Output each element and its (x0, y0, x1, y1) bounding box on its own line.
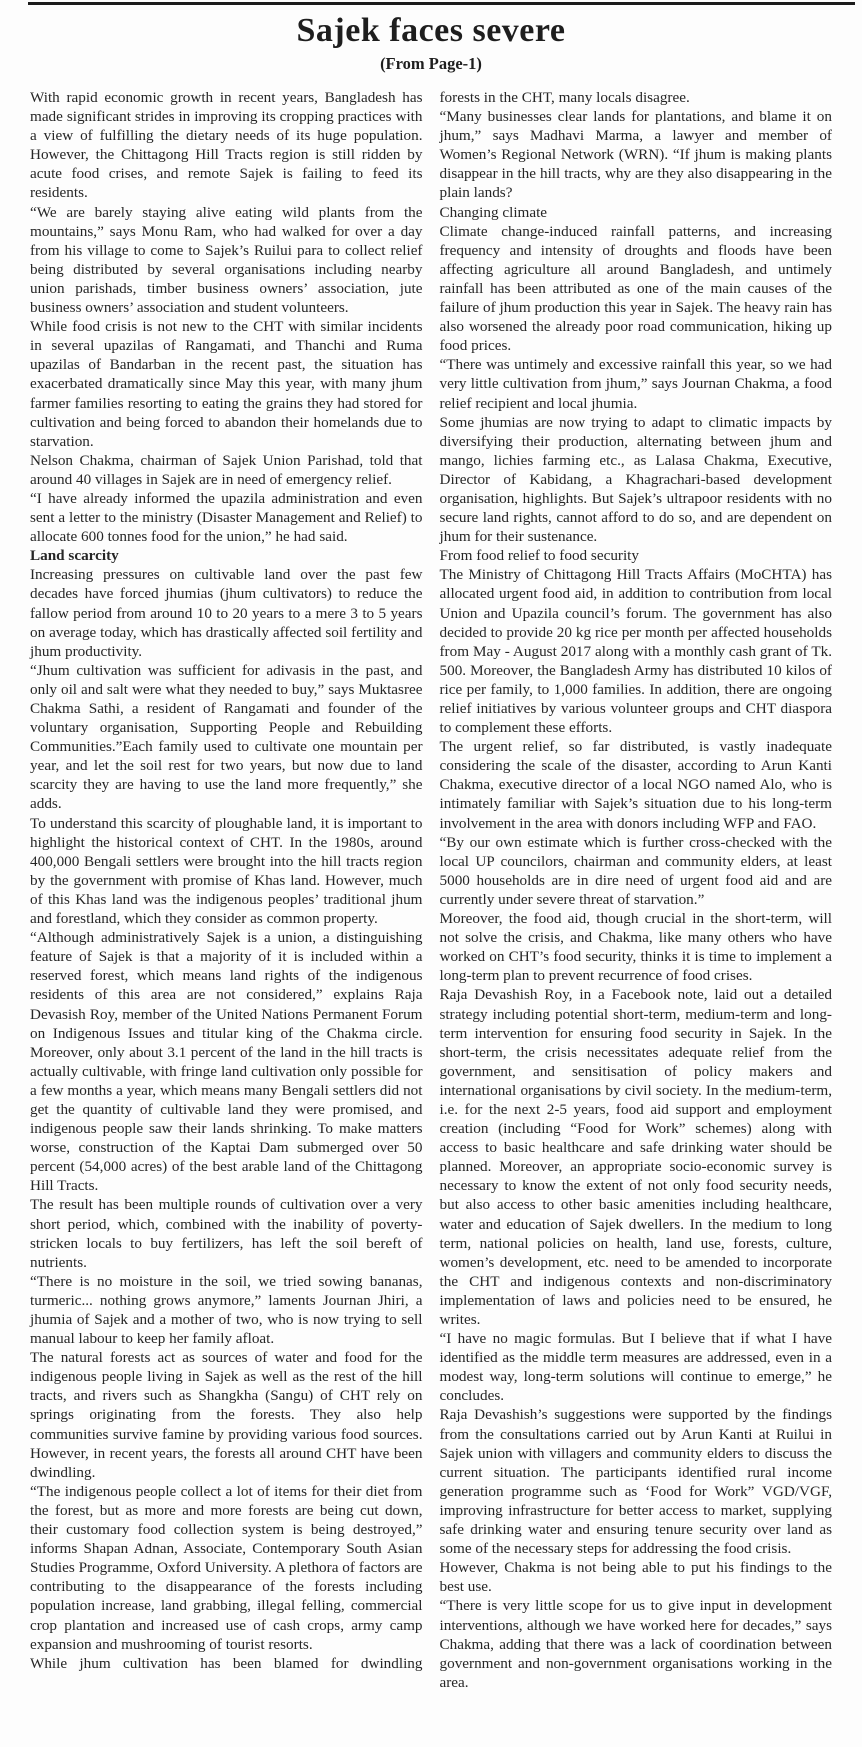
article-paragraph: The Ministry of Chittagong Hill Tracts Affairs (MoCHTA) has allocated urgent food aid, in addition to contribution from local Union and Upazila council’s forum. The government has also decided to provide 20 kg rice per month per affected households from May - August 2017 along with a monthly cash grant of Tk. 500. Moreover, the Bangladesh Army has distributed 10 kilos of rice per family, to 1,000 families. In addition, there are ongoing relief initiatives by various volunteer groups and CHT diaspora to complement these efforts. (439, 566, 832, 737)
left-column (30, 88, 423, 1692)
article-paragraph: Some jhumias are now trying to adapt to climatic impacts by diversifying their production, alternating between jhum and mango, lichies farming etc., as Lalasa Chakma, Executive, Director of Kabidang, a Khagrachari-based development organisation, highlights. But Sajek’s ultrapoor residents with no secure land rights, cannot afford to do so, and are dependent on jhum for their sustenance. (439, 413, 832, 546)
article-paragraph: “The indigenous people collect a lot of items for their diet from the forest, but as more and more forests are being cut down, their customary food collection system is being destroyed,” informs Shapan Adnan, Associate, Contemporary South Asian Studies Programme, Oxford University. A plethora of factors are contributing to the disappearance of the forests including population increase, land grabbing, illegal felling, commercial crop plantation and increased use of cash crops, army camp expansion and mushrooming of tourist resorts. (30, 1482, 423, 1653)
section-subheading: Changing climate (439, 203, 548, 221)
article-paragraph: Increasing pressures on cultivable land over the past few decades have forced jhumias (jhum cultivators) to reduce the fallow period from around 10 to 20 years to a mere 3 to 5 years on average today, which has drastically affected soil fertility and jhum productivity. (30, 566, 423, 660)
article-paragraph: “There is no moisture in the soil, we tried sowing bananas, turmeric... nothing grows anymore,” laments Journan Jhiri, a jhumia of Sajek and a mother of two, who is now trying to sell manual labour to keep her family afloat. (30, 1272, 423, 1348)
section-heading: Land scarcity (30, 547, 119, 565)
article-paragraph: “Jhum cultivation was sufficient for adivasis in the past, and only oil and salt were what they needed to buy,” says Muktasree Chakma Sathi, a resident of Rangamati and founder of the voluntary organisation, Supporting People and Rebuilding Communities.”Each family used to cultivate one mountain per year, and let the soil rest for two years, but now due to land scarcity they are having to use the land more frequently,” she adds. (30, 661, 423, 813)
article-header (0, 0, 862, 73)
article-paragraph: Climate change-induced rainfall patterns, and increasing frequency and intensity of droughts and floods have been affecting agriculture all around Bangladesh, and untimely rainfall has been attributed as one of the main causes of the failure of jhum production this year in Sajek. The heavy rain has also worsened the already poor road communication, hiking up food prices. (439, 222, 832, 355)
article-paragraph: Raja Devashish’s suggestions were supported by the findings from the consultations carried out by Arun Kanti at Ruilui in Sajek union with villagers and community elders to discuss the current situation. The participants identified rural income generation programme such as ‘Food for Work” VGD/VGF, improving infrastructure for better access to market, supplying safe drinking water and ensuring tenure security over land as some of the necessary steps for addressing the food crisis. (439, 1406, 832, 1558)
section-subheading: From food relief to food security (439, 547, 639, 565)
article-paragraph: However, Chakma is not being able to put his findings to the best use. (439, 1559, 832, 1596)
article-paragraph: Raja Devashish Roy, in a Facebook note, laid out a detailed strategy including potential short-term, medium-term and long-term intervention for ensuring food security in Sajek. In the short-term, the crisis necessitates adequate relief from the government, and sensitisation of policy makers and international organisations by civil society. In the medium-term, i.e. for the next 2-5 years, food aid support and employment creation (including “Food for Work” schemes) along with access to basic healthcare and safe drinking water should be planned. Moreover, an appropriate socio-economic survey is necessary to know the extent of not only food security needs, but also access to other basic amenities including healthcare, water and education of Sajek dwellers. In the medium to long term, national policies on health, land use, forests, culture, women’s development, etc. need to be amended to incorporate the CHT and indigenous contexts and non-discriminatory implementation of laws and policies need to be ensured, he writes. (439, 986, 832, 1328)
article-paragraph: Nelson Chakma, chairman of Sajek Union Parishad, told that around 40 villages in Sajek are in need of emergency relief. (30, 451, 423, 488)
article-paragraph: “I have already informed the upazila administration and even sent a letter to the ministry (Disaster Management and Relief) to allocate 600 tonnes food for the union,” he had said. (30, 489, 423, 546)
article-body (0, 88, 862, 1692)
article-paragraph: The natural forests act as sources of water and food for the indigenous people living in Sajek as well as the rest of the hill tracts, and rivers such as Shangkha (Sangu) of CHT rely on springs originating from the forests. They also help communities survive famine by providing various food sources. However, in recent years, the forests all around CHT have been dwindling. (30, 1349, 423, 1481)
article-paragraph: “By our own estimate which is further cross-checked with the local UP councilors, chairman and community elders, at least 5000 households are in dire need of urgent food aid and are currently under severe threat of starvation.” (439, 833, 832, 908)
article-paragraph: “I have no magic formulas. But I believe that if what I have identified as the middle term measures are addressed, even in a modest way, long-term solutions will continue to emerge,” he concludes. (439, 1330, 832, 1405)
article-paragraph: “There is very little scope for us to give input in development interventions, although we have worked here for decades,” says Chakma, adding that there was a lack of coordination between government and non-government organisations working in the area. (439, 1597, 832, 1691)
top-rule (28, 2, 855, 5)
article-title: Sajek faces severe (296, 12, 566, 49)
article-paragraph: While jhum cultivation has been blamed for dwindling (30, 1654, 423, 1672)
article-paragraph: “There was untimely and excessive rainfall this year, so we had very little cultivation from jhum,” says Journan Chakma, a food relief recipient and local jhumia. (439, 356, 832, 412)
article-paragraph: Moreover, the food aid, though crucial in the short-term, will not solve the crisis, and Chakma, like many others who have worked on CHT’s food security, thinks it is time to implement a long-term plan to prevent recurrence of food crises. (439, 910, 832, 985)
right-column (440, 88, 833, 1692)
article-paragraph: The result has been multiple rounds of cultivation over a very short period, which, combined with the inability of poverty-stricken locals to buy fertilizers, has left the soil bereft of nutrients. (30, 1196, 423, 1271)
article-paragraph: The urgent relief, so far distributed, is vastly inadequate considering the scale of the disaster, according to Arun Kanti Chakma, executive director of a local NGO named Alo, who is intimately familiar with Sajek’s situation due to his long-term involvement in the area with donors including WFP and FAO. (439, 738, 832, 832)
article-subtitle: (From Page-1) (380, 54, 482, 73)
article-paragraph: To understand this scarcity of ploughable land, it is important to highlight the historical context of CHT. In the 1980s, around 400,000 Bengali settlers were brought into the hill tracts region by the government with promise of Khas land. However, much of this Khas land was the indigenous peoples’ traditional jhum and forestland, which they consider as common property. (30, 814, 423, 928)
article-paragraph: “We are barely staying alive eating wild plants from the mountains,” says Monu Ram, who had walked for over a day from his village to come to Sajek’s Ruilui para to collect relief being distributed by several organisations including nearby union parishads, timber business owners’ association, jute business owners’ association and student volunteers. (30, 203, 423, 317)
article-paragraph: forests in the CHT, many locals disagree. (439, 89, 690, 106)
article-paragraph: “Although administratively Sajek is a union, a distinguishing feature of Sajek is that a majority of it is included within a reserved forest, which means land rights of the indigenous residents of this area are not considered,” explains Raja Devasish Roy, member of the United Nations Permanent Forum on Indigenous Issues and titular king of the Chakma circle. Moreover, only about 3.1 percent of the land in the hill tracts is actually cultivable, with fringe land cultivation only possible for a few months a year, which means many Bengali settlers did not get the quantity of cultivable land they were promised, and indigenous people saw their lands shrinking. To make matters worse, construction of the Kaptai Dam submerged over 50 percent (54,000 acres) of the best arable land of the Chittagong Hill Tracts. (30, 929, 423, 1195)
article-paragraph: While food crisis is not new to the CHT with similar incidents in several upazilas of Rangamati, and Thanchi and Ruma upazilas of Bandarban in the recent past, the situation has exacerbated dramatically since May this year, with many jhum farmer families resorting to eating the grains they had stored for cultivation and being forced to abandon their homelands due to starvation. (30, 318, 423, 450)
article-paragraph: With rapid economic growth in recent years, Bangladesh has made significant strides in improving its cropping practices with a view of fulfilling the dietary needs of its huge population. However, the Chittagong Hill Tracts region is still ridden by acute food crises, and remote Sajek is failing to feed its residents. (30, 89, 423, 202)
article-paragraph: “Many businesses clear lands for plantations, and blame it on jhum,” says Madhavi Marma, a lawyer and member of Women’s Regional Network (WRN). “If jhum is making plants disappear in the hill tracts, why are they also disappearing in the plain lands? (439, 108, 832, 202)
